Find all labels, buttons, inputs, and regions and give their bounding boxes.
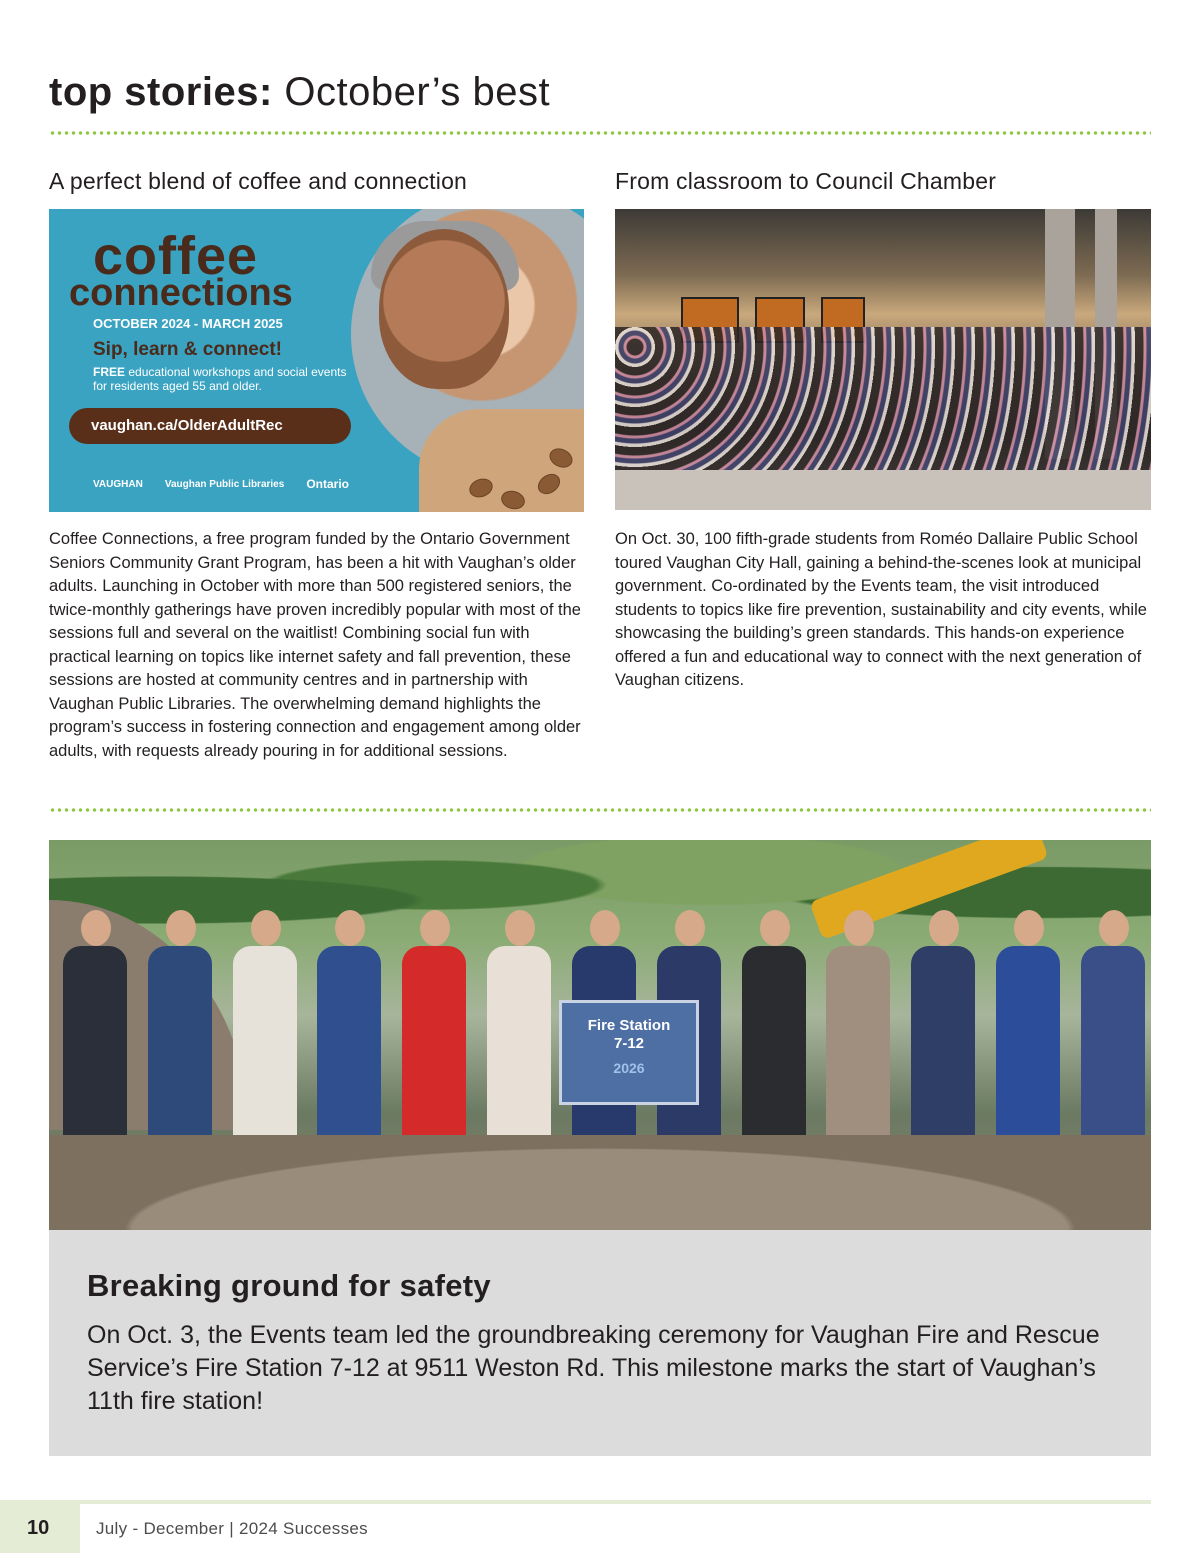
ad-logos: [93, 477, 349, 491]
feature-title: Breaking ground for safety: [87, 1268, 491, 1303]
photo-students-crowd: [615, 327, 1151, 477]
dotted-divider-middle: [49, 808, 1151, 812]
ad-photo-smiling-woman: [379, 229, 509, 389]
ad-description: [93, 365, 353, 393]
photo-person: [822, 910, 894, 1170]
groundbreaking-photo: [49, 840, 1151, 1230]
photo-dirt-mound: [49, 1135, 1151, 1230]
sign-year: 2026: [613, 1060, 645, 1076]
photo-person: [313, 910, 385, 1170]
photo-person: [992, 910, 1064, 1170]
page-title-bold: top stories:: [49, 70, 273, 114]
story-body-classroom: On Oct. 30, 100 fifth-grade students from Roméo Dallaire Public School toured Vaughan City Hall, gaining a behind-the-scenes look at municipal government. Co-ordinated by the Events team, the visit introduced students to topics like fire prevention, sustainability and city events, while showcasing the building’s green standards. This hands-on experience offered a fun and educational way to connect with the next generation of Vaughan citizens.: [615, 530, 1147, 689]
page-title: [49, 68, 550, 116]
photo-person: [144, 910, 216, 1170]
photo-person: [59, 910, 131, 1170]
ad-dates: OCTOBER 2024 - MARCH 2025: [93, 316, 283, 331]
footer-text: July - December | 2024 Successes: [96, 1519, 368, 1538]
story-title-classroom: From classroom to Council Chamber: [615, 168, 997, 194]
photo-person: [398, 910, 470, 1170]
footer-rule: [80, 1500, 1151, 1504]
photo-person: [1077, 910, 1149, 1170]
feature-caption-box: [49, 1230, 1151, 1456]
page-number: 10: [27, 1517, 50, 1539]
ad-tagline: Sip, learn & connect!: [93, 339, 282, 360]
story-title-coffee: A perfect blend of coffee and connection: [49, 168, 468, 194]
coffee-connections-ad: [49, 209, 584, 512]
ad-url-pill: vaughan.ca/OlderAdultRec: [69, 408, 351, 444]
vaughan-libraries-logo: Vaughan Public Libraries: [164, 478, 285, 490]
vaughan-logo: VAUGHAN: [93, 478, 143, 490]
photo-person: [229, 910, 301, 1170]
feature-body: On Oct. 3, the Events team led the groundbreaking ceremony for Vaughan Fire and Rescue Service’s Fire Station 7-12 at 9511 Weston Rd. This milestone marks the start of Vaughan’s 11th fire station!: [87, 1321, 1100, 1415]
sign-line-2: 7-12: [613, 1035, 645, 1052]
ad-word-coffee: coffee: [93, 226, 259, 286]
story-body-coffee: Coffee Connections, a free program funded by the Ontario Government Seniors Community Grant Program, has been a hit with Vaughan’s older adults. Launching in October with more than 500 registered seniors, the twice-monthly gatherings have proven incredibly popular with most of the sessions full and several on the waitlist! Combining social fun with practical learning on topics like internet safety and fall prevention, these sessions are hosted at community centres and in partnership with Vaughan Public Libraries. The overwhelming demand highlights the program’s success in fostering connection and engagement among older adults, with requests already pouring in for additional sessions.: [49, 530, 581, 760]
ontario-logo: Ontario: [306, 477, 349, 491]
photo-person: [483, 910, 555, 1170]
sign-line-1: Fire Station: [587, 1017, 671, 1034]
photo-floor: [615, 470, 1151, 510]
ad-free-label: FREE: [93, 365, 126, 379]
ad-description-text: educational workshops and social events for residents aged 55 and older.: [93, 365, 347, 393]
photo-person: [907, 910, 979, 1170]
dotted-divider-top: [49, 131, 1151, 135]
classroom-photo: [615, 209, 1151, 510]
page-title-rest: October’s best: [284, 70, 551, 114]
fire-station-sign: [559, 1000, 699, 1105]
photo-person: [738, 910, 810, 1170]
ad-word-connections: connections: [69, 272, 293, 314]
